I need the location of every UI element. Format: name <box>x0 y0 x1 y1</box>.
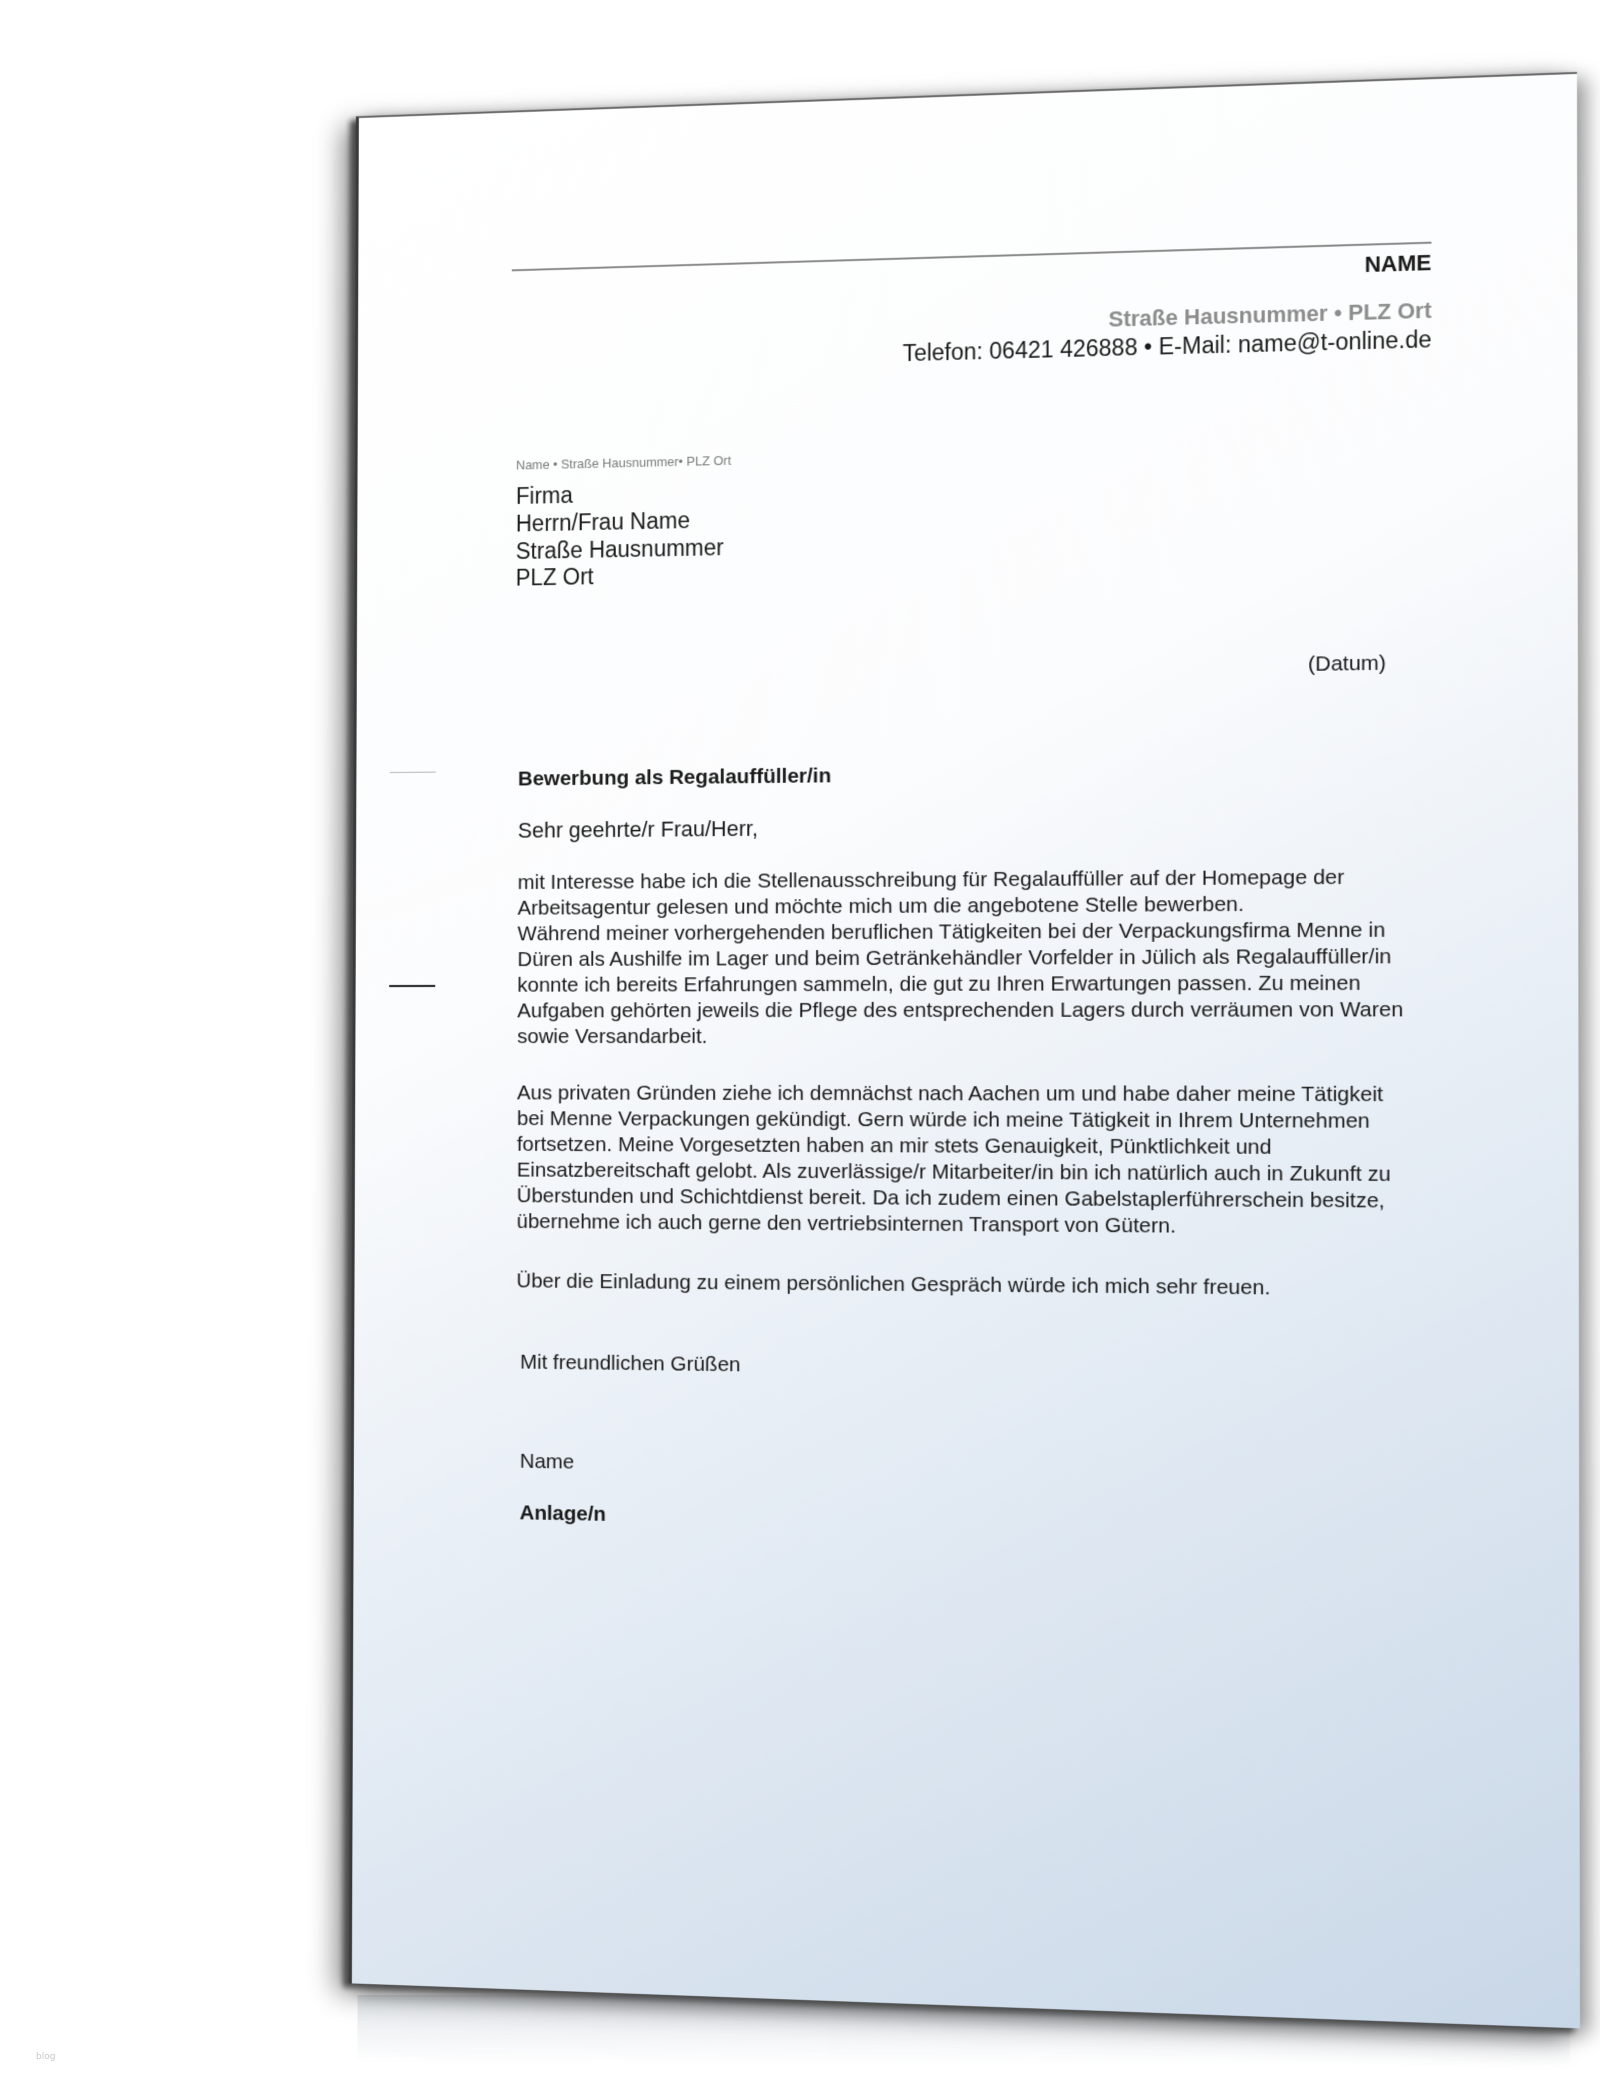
body-line: Überstunden und Schichtdienst bereit. Da ich zudem einen Gabelstaplerführerschein besitze, <box>516 1184 1385 1213</box>
fold-mark <box>390 772 436 773</box>
letterhead-name: NAME <box>1364 249 1432 278</box>
body-line: konnte ich bereits Erfahrungen sammeln, die gut zu Ihren Erwartungen passen. Zu meinen <box>517 971 1361 997</box>
body-line: übernehme ich auch gerne den vertriebsinternen Transport von Gütern. <box>516 1210 1177 1238</box>
sender-return-line: Name • Straße Hausnummer• PLZ Ort <box>516 452 732 473</box>
recipient-person: Herrn/Frau Name <box>515 507 691 537</box>
body-line: bei Menne Verpackungen gekündigt. Gern würde ich meine Tätigkeit in Ihrem Unternehmen <box>516 1107 1370 1133</box>
punch-mark <box>389 985 435 987</box>
recipient-city: PLZ Ort <box>515 563 594 591</box>
letterhead-address: Straße Hausnummer • PLZ Ort <box>1108 297 1432 332</box>
body-line: Aus privaten Gründen ziehe ich demnächst nach Aachen um und habe daher meine Tätigkeit <box>516 1081 1384 1107</box>
body-line: Während meiner vorhergehenden beruflichen Tätigkeiten bei der Verpackungsfirma Menne in <box>517 918 1386 946</box>
watermark: blog <box>36 2052 56 2062</box>
letter-attachments: Anlage/n <box>519 1501 607 1526</box>
body-line: Düren als Aushilfe im Lager und beim Getränkehändler Vorfelder in Jülich als Regalauffüller/in <box>517 944 1392 971</box>
header-divider <box>512 242 1432 272</box>
recipient-company: Firma <box>515 482 573 509</box>
body-line: Einsatzbereitschaft gelobt. Als zuverlässige/r Mitarbeiter/in bin ich natürlich auch in Zukunft zu <box>516 1158 1391 1187</box>
letter-page <box>349 72 1580 2029</box>
letter-signature: Name <box>519 1449 575 1474</box>
letter-salutation: Sehr geehrte/r Frau/Herr, <box>517 815 758 843</box>
body-line: mit Interesse habe ich die Stellenausschreibung für Regalauffüller auf der Homepage der <box>517 865 1345 894</box>
body-line: Über die Einladung zu einem persönlichen Gespräch würde ich mich sehr freuen. <box>516 1269 1271 1300</box>
recipient-street: Straße Hausnummer <box>515 534 724 564</box>
letter-date: (Datum) <box>1307 651 1387 676</box>
letter-closing: Mit freundlichen Grüßen <box>520 1350 741 1377</box>
letterhead-contact: Telefon: 06421 426888 • E-Mail: name@t-online.de <box>902 325 1432 367</box>
body-line: sowie Versandarbeit. <box>517 1025 708 1048</box>
body-line: Arbeitsagentur gelesen und möchte mich um die angebotene Stelle bewerben. <box>517 892 1245 920</box>
body-line: Aufgaben gehörten jeweils die Pflege des entsprechenden Lagers durch verräumen von Waren <box>517 997 1404 1023</box>
body-line: fortsetzen. Meine Vorgesetzten haben an mir stets Genauigkeit, Pünktlichkeit und <box>516 1132 1272 1159</box>
letter-subject: Bewerbung als Regalauffüller/in <box>517 764 832 791</box>
